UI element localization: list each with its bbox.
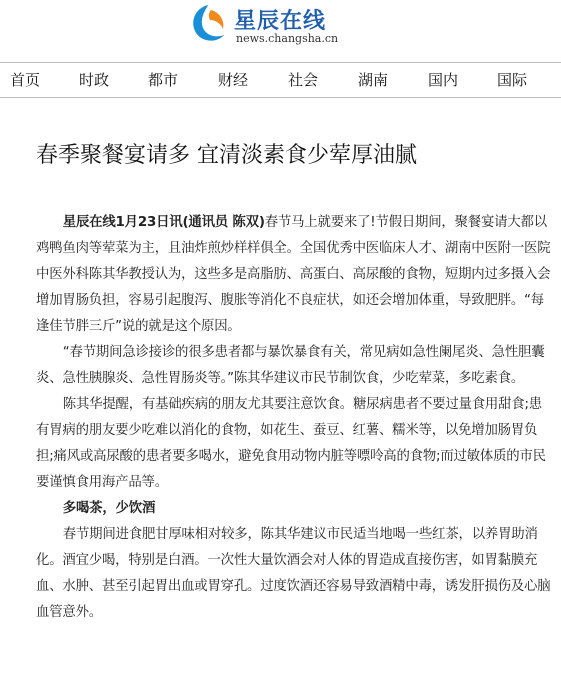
nav-item-city[interactable]: 都市 <box>148 71 179 89</box>
article-paragraph-4: 春节期间进食肥甘厚味相对较多，陈其华建议市民适当地喝一些红茶，以养胃助消化。酒宜少喝，特别是白酒。一次性大量饮酒会对人体的胃造成直接伤害，如胃黏膜充血、水肿、甚至引起胃出血或胃穿孔。过度饮酒还容易导致酒精中毒，诱发肝损伤及心脑血管意外。 <box>36 527 551 620</box>
article-paragraph-1 <box>36 210 551 340</box>
nav-item-domestic[interactable]: 国内 <box>428 71 459 89</box>
main-nav <box>0 62 561 98</box>
nav-item-society[interactable]: 社会 <box>288 71 319 89</box>
article-title: 春季聚餐宴请多 宜清淡素食少荤厚油腻 <box>36 143 417 168</box>
nav-item-finance[interactable]: 财经 <box>218 71 249 89</box>
article-paragraph-3: 陈其华提醒，有基础疾病的朋友尤其要注意饮食。糖尿病患者不要过量食用甜食;患有胃病的朋友要少吃难以消化的食物，如花生、蚕豆、红薯、糯米等，以免增加肠胃负担;痛风或高尿酸的患者要多喝水，避免食用动物内脏等嘌呤高的食物;而过敏体质的市民要谨慎食用海产品等。 <box>36 397 546 490</box>
article-subheading: 多喝茶，少饮酒 <box>62 501 156 516</box>
site-logo-icon[interactable] <box>186 2 230 46</box>
site-header <box>0 0 561 58</box>
site-url: news.changsha.cn <box>236 32 339 45</box>
nav-item-hunan[interactable]: 湖南 <box>358 71 389 89</box>
article-body <box>36 210 551 626</box>
article-dateline: 星辰在线1月23日讯(通讯员 陈双) <box>62 215 265 230</box>
nav-item-politics[interactable]: 时政 <box>79 71 110 89</box>
article-paragraph-1-text: 春节马上就要来了!节假日期间，聚餐宴请大都以鸡鸭鱼肉等荤菜为主，且油炸煎炒样样俱全。全国优秀中医临床人才、湖南中医附一医院中医外科陈其华教授认为，这些多是高脂肪、高蛋白、高尿酸的食物，短期内过多摄入会增加胃肠负担，容易引起腹泻、腹胀等消化不良症状，如还会增加体重，导致肥胖。“每逢佳节胖三斤”说的就是这个原因。 <box>36 215 551 334</box>
site-name[interactable]: 星辰在线 <box>234 9 327 34</box>
article-paragraph-2: “春节期间急诊接诊的很多患者都与暴饮暴食有关，常见病如急性阑尾炎、急性胆囊炎、急性胰腺炎、急性胃肠炎等。”陈其华建议市民节制饮食，少吃荤菜，多吃素食。 <box>36 345 545 386</box>
nav-item-international[interactable]: 国际 <box>497 71 528 89</box>
nav-item-home[interactable]: 首页 <box>10 71 41 89</box>
